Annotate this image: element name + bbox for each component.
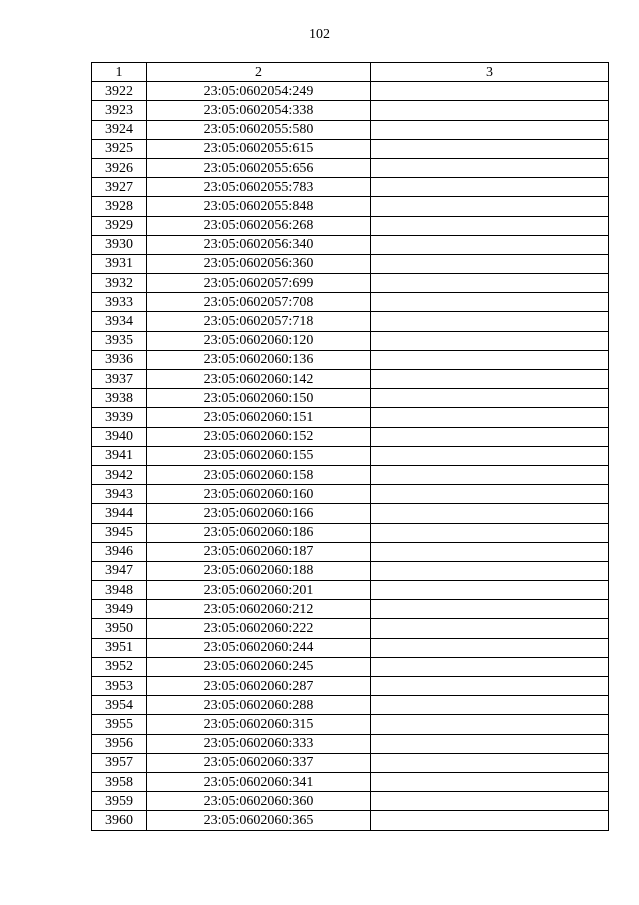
table-row	[92, 274, 609, 293]
row-number-cell: 3928	[92, 197, 147, 216]
row-number-cell: 3939	[92, 408, 147, 427]
cadastral-number-cell: 23:05:0602060:187	[147, 542, 371, 561]
note-cell	[371, 216, 609, 235]
cadastral-number-cell: 23:05:0602057:718	[147, 312, 371, 331]
table-row	[92, 408, 609, 427]
column-header-3: 3	[371, 63, 609, 82]
note-cell	[371, 370, 609, 389]
note-cell	[371, 638, 609, 657]
row-number-cell: 3930	[92, 235, 147, 254]
cadastral-number-cell: 23:05:0602060:365	[147, 811, 371, 830]
cadastral-number-cell: 23:05:0602060:151	[147, 408, 371, 427]
row-number-cell: 3952	[92, 657, 147, 676]
note-cell	[371, 197, 609, 216]
cadastral-number-cell: 23:05:0602055:656	[147, 158, 371, 177]
note-cell	[371, 101, 609, 120]
table-body	[92, 82, 609, 830]
row-number-cell: 3924	[92, 120, 147, 139]
cadastral-number-cell: 23:05:0602060:222	[147, 619, 371, 638]
note-cell	[371, 561, 609, 580]
note-cell	[371, 331, 609, 350]
table-header-row	[92, 63, 609, 82]
cadastral-number-cell: 23:05:0602054:249	[147, 82, 371, 101]
data-table	[91, 62, 609, 831]
note-cell	[371, 677, 609, 696]
note-cell	[371, 465, 609, 484]
table-row	[92, 427, 609, 446]
note-cell	[371, 158, 609, 177]
column-header-1: 1	[92, 63, 147, 82]
row-number-cell: 3923	[92, 101, 147, 120]
cadastral-number-cell: 23:05:0602060:152	[147, 427, 371, 446]
row-number-cell: 3946	[92, 542, 147, 561]
note-cell	[371, 600, 609, 619]
cadastral-number-cell: 23:05:0602060:315	[147, 715, 371, 734]
row-number-cell: 3943	[92, 485, 147, 504]
cadastral-number-cell: 23:05:0602055:615	[147, 139, 371, 158]
table-row	[92, 82, 609, 101]
table-row	[92, 581, 609, 600]
cadastral-number-cell: 23:05:0602057:699	[147, 274, 371, 293]
row-number-cell: 3955	[92, 715, 147, 734]
note-cell	[371, 485, 609, 504]
cadastral-number-cell: 23:05:0602060:245	[147, 657, 371, 676]
row-number-cell: 3956	[92, 734, 147, 753]
row-number-cell: 3933	[92, 293, 147, 312]
note-cell	[371, 696, 609, 715]
note-cell	[371, 619, 609, 638]
row-number-cell: 3937	[92, 370, 147, 389]
table-row	[92, 235, 609, 254]
row-number-cell: 3959	[92, 792, 147, 811]
row-number-cell: 3935	[92, 331, 147, 350]
table-row	[92, 792, 609, 811]
note-cell	[371, 350, 609, 369]
cadastral-number-cell: 23:05:0602060:337	[147, 753, 371, 772]
row-number-cell: 3954	[92, 696, 147, 715]
table-row	[92, 446, 609, 465]
row-number-cell: 3925	[92, 139, 147, 158]
table-row	[92, 293, 609, 312]
cadastral-number-cell: 23:05:0602060:333	[147, 734, 371, 753]
note-cell	[371, 427, 609, 446]
cadastral-number-cell: 23:05:0602060:201	[147, 581, 371, 600]
note-cell	[371, 389, 609, 408]
cadastral-number-cell: 23:05:0602060:166	[147, 504, 371, 523]
note-cell	[371, 82, 609, 101]
row-number-cell: 3950	[92, 619, 147, 638]
table-row	[92, 158, 609, 177]
row-number-cell: 3932	[92, 274, 147, 293]
cadastral-number-cell: 23:05:0602060:186	[147, 523, 371, 542]
note-cell	[371, 178, 609, 197]
note-cell	[371, 581, 609, 600]
cadastral-number-cell: 23:05:0602060:155	[147, 446, 371, 465]
cadastral-number-cell: 23:05:0602057:708	[147, 293, 371, 312]
table-row	[92, 715, 609, 734]
table-row	[92, 753, 609, 772]
table-row	[92, 638, 609, 657]
cadastral-number-cell: 23:05:0602060:341	[147, 772, 371, 791]
row-number-cell: 3942	[92, 465, 147, 484]
note-cell	[371, 811, 609, 830]
table-row	[92, 523, 609, 542]
note-cell	[371, 792, 609, 811]
cadastral-number-cell: 23:05:0602060:212	[147, 600, 371, 619]
note-cell	[371, 274, 609, 293]
note-cell	[371, 715, 609, 734]
row-number-cell: 3951	[92, 638, 147, 657]
row-number-cell: 3929	[92, 216, 147, 235]
cadastral-number-cell: 23:05:0602054:338	[147, 101, 371, 120]
cadastral-number-cell: 23:05:0602060:142	[147, 370, 371, 389]
row-number-cell: 3922	[92, 82, 147, 101]
table-row	[92, 178, 609, 197]
table-row	[92, 197, 609, 216]
row-number-cell: 3953	[92, 677, 147, 696]
table-row	[92, 370, 609, 389]
table-row	[92, 350, 609, 369]
note-cell	[371, 235, 609, 254]
row-number-cell: 3936	[92, 350, 147, 369]
table-row	[92, 254, 609, 273]
note-cell	[371, 772, 609, 791]
row-number-cell: 3945	[92, 523, 147, 542]
cadastral-number-cell: 23:05:0602056:268	[147, 216, 371, 235]
cadastral-number-cell: 23:05:0602060:160	[147, 485, 371, 504]
cadastral-number-cell: 23:05:0602055:580	[147, 120, 371, 139]
cadastral-number-cell: 23:05:0602056:340	[147, 235, 371, 254]
cadastral-number-cell: 23:05:0602060:360	[147, 792, 371, 811]
table-row	[92, 696, 609, 715]
note-cell	[371, 293, 609, 312]
table-row	[92, 657, 609, 676]
cadastral-number-cell: 23:05:0602060:244	[147, 638, 371, 657]
row-number-cell: 3949	[92, 600, 147, 619]
cadastral-number-cell: 23:05:0602060:120	[147, 331, 371, 350]
note-cell	[371, 446, 609, 465]
row-number-cell: 3960	[92, 811, 147, 830]
table-row	[92, 101, 609, 120]
cadastral-number-cell: 23:05:0602055:783	[147, 178, 371, 197]
table-row	[92, 561, 609, 580]
table-row	[92, 734, 609, 753]
cadastral-number-cell: 23:05:0602056:360	[147, 254, 371, 273]
note-cell	[371, 734, 609, 753]
row-number-cell: 3944	[92, 504, 147, 523]
row-number-cell: 3957	[92, 753, 147, 772]
row-number-cell: 3934	[92, 312, 147, 331]
table-row	[92, 485, 609, 504]
table-row	[92, 619, 609, 638]
cadastral-number-cell: 23:05:0602055:848	[147, 197, 371, 216]
table-row	[92, 811, 609, 830]
note-cell	[371, 139, 609, 158]
table-row	[92, 600, 609, 619]
row-number-cell: 3938	[92, 389, 147, 408]
note-cell	[371, 254, 609, 273]
note-cell	[371, 753, 609, 772]
cadastral-number-cell: 23:05:0602060:188	[147, 561, 371, 580]
cadastral-number-cell: 23:05:0602060:287	[147, 677, 371, 696]
table-row	[92, 772, 609, 791]
page-number: 102	[309, 27, 330, 42]
note-cell	[371, 408, 609, 427]
note-cell	[371, 312, 609, 331]
note-cell	[371, 523, 609, 542]
row-number-cell: 3947	[92, 561, 147, 580]
table-row	[92, 465, 609, 484]
table-row	[92, 542, 609, 561]
note-cell	[371, 504, 609, 523]
row-number-cell: 3941	[92, 446, 147, 465]
row-number-cell: 3927	[92, 178, 147, 197]
table-row	[92, 389, 609, 408]
note-cell	[371, 120, 609, 139]
cadastral-number-cell: 23:05:0602060:158	[147, 465, 371, 484]
row-number-cell: 3926	[92, 158, 147, 177]
cadastral-number-cell: 23:05:0602060:150	[147, 389, 371, 408]
table-row	[92, 312, 609, 331]
table-row	[92, 504, 609, 523]
cadastral-number-cell: 23:05:0602060:136	[147, 350, 371, 369]
table-row	[92, 216, 609, 235]
table-row	[92, 331, 609, 350]
cadastral-number-cell: 23:05:0602060:288	[147, 696, 371, 715]
note-cell	[371, 542, 609, 561]
column-header-2: 2	[147, 63, 371, 82]
row-number-cell: 3948	[92, 581, 147, 600]
table-row	[92, 120, 609, 139]
row-number-cell: 3940	[92, 427, 147, 446]
row-number-cell: 3958	[92, 772, 147, 791]
note-cell	[371, 657, 609, 676]
row-number-cell: 3931	[92, 254, 147, 273]
table-row	[92, 677, 609, 696]
table-row	[92, 139, 609, 158]
